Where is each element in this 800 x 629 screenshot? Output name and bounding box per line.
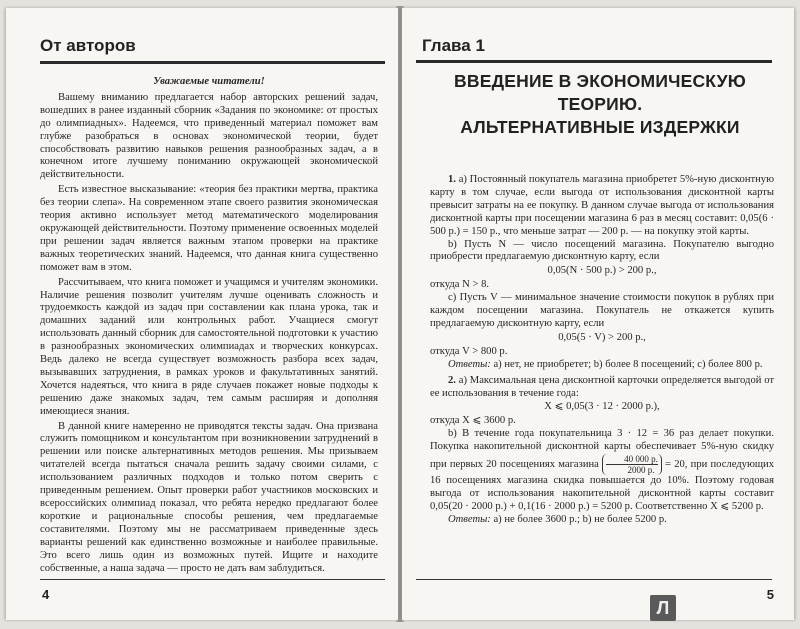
- footer-rule: [40, 579, 385, 580]
- preface-paragraph: В данной книге намеренно не приводятся тексты задач. Она призвана служить помощником и консультантом при возникновении затруднений в решении или поиске альтернативных методов решения. Мы призываем читателей всегда пытаться сначала решить задачу своими силами, с использованием различных подходов и только потом сверить с приведенным решением. Опыт проверки работ участников московских и всероссийских олимпиад показал, что ребята нередко предлагают более короткие и рациональные способы решения, чем предлагаемые составителями. Поэтому мы не рассматриваем приведенные здесь варианты решений как единственно возможные и наиболее правильные. Это всего лишь один из возможных путей. Ищите и находите собственные, а наша задача — просто не дать вам заблудиться.: [40, 420, 378, 574]
- result: откуда X ⩽ 3600 р.: [430, 415, 516, 427]
- fraction-result: = 20: [665, 458, 685, 470]
- answers-text: а) нет, не приобретет; b) более 8 посещений; с) более 800 р.: [493, 358, 763, 370]
- preface-paragraph: Вашему вниманию предлагается набор авторских решений задач, вошедших в ранее изданный сборник «Задания по экономике: от простых до олимпиадных». Надеемся, что приведенный материал поможет вам глубже разобраться в основах экономической теории, будет способствовать развитию навыков решения разнообразных задач, а в конечном итоге лучшему пониманию окружающей экономической действительности.: [40, 91, 378, 181]
- problem-text: а) Постоянный покупатель магазина приобретет 5%-ную дисконтную карту в том случае, если выгода от использования дисконтной карты превысит затраты на ее покупку. В данном случае выгода от использования дисконтной карты при посещении магазина 6 раз в месяц составит: 0,05(6 · 500 р.) = 150 р., что меньше затрат — 200 р. — на покупку этой карты.: [430, 174, 774, 237]
- chapter-label: Глава 1: [422, 36, 485, 55]
- salutation: Уважаемые читатели!: [153, 76, 265, 87]
- problem-number: 1.: [448, 174, 456, 185]
- answers-label: Ответы:: [448, 358, 491, 370]
- chapter-title: [420, 70, 780, 139]
- problem-text: а) Максимальная цена дисконтной карточки определяется выгодой от ее использования в течение года:: [430, 374, 774, 399]
- header-rule: [40, 61, 385, 64]
- problem-1-part-b: b) Пусть N — число посещений магазина. Покупателю выгодно приобрести предлагаемую дисконтную карту, если: [430, 238, 774, 263]
- problem-1-part-c: с) Пусть V — минимальное значение стоимости покупок в рублях при каждом посещении магазина. Покупатель не откажется купить предлагаемую дисконтную карту, если: [430, 292, 774, 329]
- page-number: 4: [42, 587, 50, 602]
- page-number: 5: [766, 587, 774, 602]
- result: откуда V > 800 р.: [430, 345, 508, 357]
- fraction-denominator: 2000 р.: [627, 465, 655, 476]
- problem-1-part-a: [430, 174, 774, 239]
- problem-text: , при последующих 16 посещениях магазина скидка повышается до 10%. Поэтому годовая выгода от использования накопительной дисконтной карты составит 0,05(20 · 2000 р.) + 0,1(16 · 2000 р.) = 5200 р. Соответственно X ⩽ 5200 р.: [430, 458, 774, 512]
- solutions-text: [430, 174, 774, 527]
- right-page: [402, 8, 794, 620]
- page-title: От авторов: [40, 36, 136, 55]
- answers-text: а) не более 3600 р.; b) не более 5200 р.: [493, 513, 667, 525]
- problem-2-part-b: [430, 428, 774, 514]
- formula: X ⩽ 0,05(3 · 12 · 2000 р.),: [544, 401, 660, 413]
- chapter-title-line: ВВЕДЕНИЕ В ЭКОНОМИЧЕСКУЮ ТЕОРИЮ.: [454, 71, 746, 114]
- answers-label: Ответы:: [448, 513, 491, 525]
- left-page: [6, 8, 398, 620]
- formula: 0,05(N · 500 р.) > 200 р.,: [547, 265, 657, 277]
- left-page-header: [40, 28, 376, 64]
- preface-paragraph: Есть известное высказывание: «теория без практики мертва, практика без теории слепа». На современном этапе своего развития экономическая теория активно использует метод математического моделирования окружающей действительности. Поэтому применение освоенных моделей при решении задач является важным этапом проверки на практике важных теоретических знаний. Надеемся, что данная книга существенно поможет вам в этом.: [40, 184, 378, 273]
- problem-2-answers: [430, 514, 774, 527]
- result: откуда N > 8.: [430, 279, 490, 291]
- chapter-rule: [416, 60, 772, 63]
- problem-2-part-a: [430, 375, 774, 401]
- fraction-numerator: 40 000 р.: [606, 454, 658, 465]
- formula: 0,05(5 · V) > 200 р.,: [558, 331, 646, 343]
- problem-number: 2.: [448, 374, 456, 386]
- watermark-logo-icon: Л: [650, 595, 676, 621]
- problem-text: b) В течение года покупательница 3 · 12 = 36 раз делает покупки. Покупка накопительной дисконтной карты обеспечивает 5%-ную скидку при первых 20 посещениях магазина: [430, 428, 774, 470]
- footer-rule: [416, 579, 772, 580]
- fraction: [602, 454, 662, 475]
- preface-text: [40, 76, 378, 575]
- preface-paragraph: Рассчитываем, что книга поможет и учащимся и учителям экономики. Наличие решения позволит учителям лучше оценивать сложность и трудоемкость каждой из задач при составлении как плана урока, так и домашних заданий или контрольных работ. Учащиеся смогут использовать данный сборник для самостоятельной подготовки к участию в разнообразных экономических олимпиадах и творческих конкурсах. Ведь далеко не всегда существует возможность разбора всех задач, вызывавших затруднения, в рамках уроков и факультативных занятий. Хочется надеяться, что книга в ряде случаев покажет новые подходы к решению даже знакомых задач, тем самым расширяя и дополняя имеющиеся знания.: [40, 276, 378, 417]
- chapter-title-line: АЛЬТЕРНАТИВНЫЕ ИЗДЕРЖКИ: [460, 117, 740, 137]
- problem-1-answers: [430, 359, 774, 372]
